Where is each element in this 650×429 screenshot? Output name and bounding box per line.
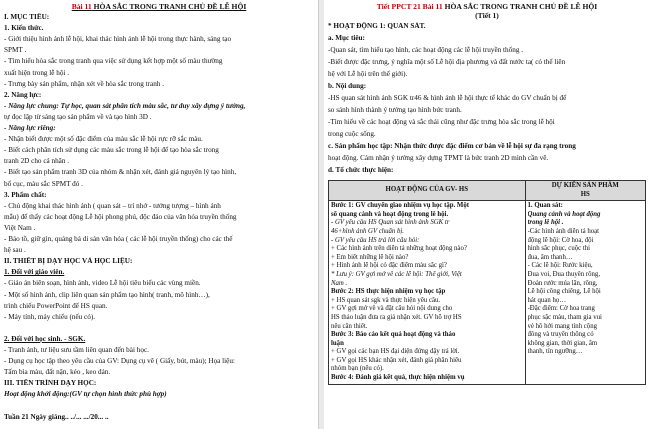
left-text-line: 1. Kiến thức.	[4, 24, 44, 33]
table-text-line: nhóm bạn (nếu có).	[331, 365, 384, 373]
lesson-title-right: HÒA SẮC TRONG TRANH CHỦ ĐỀ LỄ HỘI	[442, 2, 598, 11]
left-text-line: - Máy tính, máy chiếu (nếu có).	[4, 312, 96, 321]
table-text-line: đua, âm thanh…	[527, 253, 573, 261]
left-text-line: - Chủ động khai thác hình ảnh ( quan sát – trí nhớ - tưởng tượng – hình ảnh	[4, 201, 221, 210]
table-header-product: DỰ KIẾN SẢN PHẨM HS	[525, 181, 645, 201]
right-text-line: trong cuộc sống.	[328, 130, 376, 138]
left-text-line: - Biết tạo sản phẩm tranh 3D của nhóm & nhận xét, đánh giá nguyên lý tạo hình,	[4, 168, 237, 177]
right-text-line: * HOẠT ĐỘNG 1: QUAN SÁT.	[328, 22, 426, 30]
table-cell-activity	[329, 201, 526, 384]
left-text-line: II. THIẾT BỊ DẠY HỌC VÀ HỌC LIỆU:	[4, 257, 133, 266]
left-text-line: bố cục, màu sắc SPMT đó .	[4, 179, 83, 188]
table-header-activity: HOẠT ĐỘNG CỦA GV- HS	[329, 181, 526, 201]
table-text-line: Lễ hội cồng chiêng, Lễ hội	[527, 288, 601, 296]
right-text-line: c. Sản phẩm học tập: Nhận thức được đặc điểm cơ bản về lễ hội sự đa rạng trong	[328, 142, 576, 150]
table-text-line: + GV gợi mở về và đặt câu hỏi nội dung cho	[331, 305, 453, 313]
table-text-line: -Đặc điểm: Cờ hoa trang	[527, 305, 595, 313]
right-page-title	[324, 2, 650, 11]
lesson-title: HÒA SẮC TRONG TRANH CHỦ ĐỀ LỄ HỘI	[91, 2, 247, 11]
left-text-line: - Giới thiệu hình ảnh lễ hội, khai thác hình ảnh lễ hội trong thực hành, sáng tạo	[4, 35, 232, 44]
lesson-number: Bài 11	[71, 2, 92, 11]
table-cell-product	[525, 201, 645, 384]
table-text-line: hát quan họ…	[527, 296, 567, 304]
table-text-line: + Các hình ảnh trên diễn tả những hoạt động nào?	[331, 245, 467, 253]
left-text-line: trình chiếu PowerPoint để HS quan.	[4, 301, 108, 310]
table-text-line: luận	[331, 339, 344, 347]
table-text-line: 46+hình ảnh GV chuẩn bị.	[331, 227, 404, 235]
right-text-line: a. Mục tiêu:	[328, 34, 365, 42]
table-text-line: Đua voi, Đua thuyền rồng,	[527, 270, 601, 278]
left-text-line: mẫu) để thấy các hoạt động Lễ hội phong phú, độc đáo của văn hóa truyền thống	[4, 212, 237, 221]
left-text-line: - Tìm hiểu hòa sắc trong tranh qua việc sử dụng kết hợp một số màu thường	[4, 57, 223, 66]
table-text-line: HS thảo luận đưa ra giả nhận xét. GV hỗ trợ HS	[331, 313, 462, 321]
table-text-line: * Lưu ý: GV gợi mở về các lễ hội: Thế giới, Việt	[331, 270, 462, 278]
table-text-line: phục sặc màu, tham gia vui	[527, 313, 602, 321]
table-text-line: 1. Quan sát:	[527, 202, 563, 210]
table-text-line: Bước 3: Báo cáo kết quả hoạt động và thảo	[331, 331, 456, 339]
left-text-line: 2. Năng lực:	[4, 90, 42, 99]
left-text-line: xuất hiện trong lễ hội .	[4, 68, 70, 77]
table-text-line: -Các hình ảnh diễn tả hoạt	[527, 227, 600, 235]
table-text-line: nếu cần thiết.	[331, 322, 368, 330]
table-text-line: vẻ hồ hởi mang tính cộng	[527, 322, 598, 330]
right-page	[324, 0, 650, 429]
right-text-line: -Quan sát, tìm hiểu tạo hình, các hoạt động các lễ hội truyền thống .	[328, 46, 524, 54]
table-text-line: + Hình ảnh lễ hội có đặc điểm màu sắc gì?	[331, 262, 447, 270]
table-text-line: Quang cảnh và hoạt động	[527, 210, 601, 218]
left-text-line: - Giáo án biên soạn, hình ảnh, video Lễ hội tiêu biểu các vùng miền.	[4, 279, 201, 288]
left-page-title	[0, 2, 318, 11]
left-text-line: 1. Đối với giáo viên.	[4, 268, 65, 277]
left-text-line: Tuần 21 Ngày giảng.. ../... .../20... ..	[4, 412, 109, 421]
left-text-line: tự đọc lập từ sáng tạo sản phẩm về và tạo hình 3D .	[4, 112, 152, 121]
left-text-line: - Trưng bày sản phẩm, nhận xét về hòa sắc trong tranh .	[4, 79, 164, 88]
table-text-line: + Em biết những lễ hội nào?	[331, 253, 409, 261]
left-text-line: Hoạt động khởi động:(GV tự chọn hình thức phù hợp)	[4, 390, 167, 399]
left-text-line: SPMT .	[4, 46, 27, 55]
left-text-line: - Bảo tồ, giữ gìn, quảng bá di sản văn hóa ( các lễ hội truyền thống) cho các thế	[4, 235, 233, 243]
table-text-line: + GV gọi các bạn HS đại diện đứng dậy trả lời.	[331, 348, 460, 356]
activity-table	[328, 180, 646, 385]
left-text-line: 2. Đối với học sinh. - SGK.	[4, 334, 86, 343]
left-text-line: Việt Nam .	[4, 223, 36, 232]
left-text-line: - Một số hình ảnh, clip liên quan sản phẩm tạo hình( tranh, mô hình…),	[4, 290, 210, 299]
right-text-line: so sánh hình thành ý tưởng tạo hình bức tranh.	[328, 106, 462, 114]
left-page	[0, 0, 319, 429]
table-text-line: + HS quan sát sgk và thực hiện yêu cầu.	[331, 296, 441, 304]
right-text-line: -Tìm hiểu về các hoạt động và sắc thái cũng như đặc trưng hòa sắc trong lễ hội	[328, 118, 555, 126]
period-label: Tiết PPCT 21 Bài 11	[376, 2, 443, 11]
table-text-line: Bước 1: GV chuyển giao nhiệm vụ học tập. Một	[331, 202, 469, 210]
table-text-line: - Các lễ hội: Rước kiệu,	[527, 262, 593, 270]
table-text-line: Đoàn rước múa lân, rồng,	[527, 279, 598, 287]
right-text-line: b. Nội dung:	[328, 82, 367, 90]
left-text-line: - Biết cách phân tích sử dụng các màu sắc trong lễ hội để tạo hòa sắc trong	[4, 146, 219, 155]
table-text-line: - GV yêu cầu HS trả lời câu hỏi:	[331, 236, 420, 244]
left-text-line: - Tranh ảnh, tư liệu sưu tầm liên quan đến bài học.	[4, 346, 149, 354]
right-text-line: hệ với Lễ hội trên thế giới).	[328, 70, 408, 78]
left-text-line: tranh 2D cho cá nhân .	[4, 157, 70, 166]
table-text-line: - GV yêu cầu HS Quan sát hình ảnh SGK tr	[331, 219, 450, 227]
right-page-subtitle: (Tiết 1)	[475, 11, 499, 20]
table-text-line: đồng và truyền thống có	[527, 331, 594, 339]
left-text-line: 3. Phẩm chất:	[4, 190, 47, 199]
table-text-line: Bước 2: HS thực hiện nhiệm vụ học tập	[331, 288, 446, 296]
left-text-line: - Nhận biết được một số đặc điểm của màu sắc lễ hội rực rỡ sắc màu.	[4, 135, 203, 144]
table-text-line: thanh, tín ngưỡng…	[527, 348, 583, 356]
table-text-line: Bước 4: Đánh giá kết quả, thực hiện nhiệm vụ	[331, 374, 465, 382]
left-text-line: - Năng lực riêng:	[4, 124, 56, 132]
right-text-line: -HS quan sát hình ảnh SGK tr46 & hình ảnh lễ hội thực tế khác do GV chuẩn bị để	[328, 94, 567, 102]
left-text-line: - Dụng cụ học tập theo yêu cầu của GV: Dụng cụ vẽ ( Giấy, bút, màu); Họa liệu:	[4, 357, 235, 366]
left-text-line: hệ sau .	[4, 246, 26, 255]
table-text-line: hình sắc phục, cuộc thi	[527, 245, 591, 253]
right-text-line: -Biết được đặc trưng, ý nghĩa một số Lễ hội địa phương và đất nước ta( có thể liên	[328, 58, 566, 66]
table-text-line: động lễ hội: Cờ hoa, đội	[527, 236, 594, 244]
right-text-line: hoạt động. Cảm nhận ý tưởng xây dựng TPMT là bức tranh 2D mình cần vẽ.	[328, 154, 549, 162]
table-text-line: + GV gọi HS khác nhận xét, đánh giá phần hiểu	[331, 356, 462, 364]
right-text-line: d. Tổ chức thực hiện:	[328, 166, 394, 174]
left-text-line: Tấm bìa màu, đất nặn, kéo , keo dán.	[4, 368, 111, 377]
left-text-line: I. MỤC TIÊU:	[4, 13, 50, 21]
table-text-line: không gian, thời gian, âm	[527, 339, 598, 347]
left-text-line: III. TIẾN TRÌNH DẠY HỌC:	[4, 379, 97, 388]
table-text-line: số quang cảnh và hoạt động trong lễ hội.	[331, 210, 449, 218]
table-text-line: Nam .	[331, 279, 348, 287]
left-text-line: - Năng lực chung: Tự học, quan sát phân tích màu sắc, tư duy xây dựng ý tưởng,	[4, 101, 246, 110]
table-text-line: trong lễ hội .	[527, 219, 564, 227]
